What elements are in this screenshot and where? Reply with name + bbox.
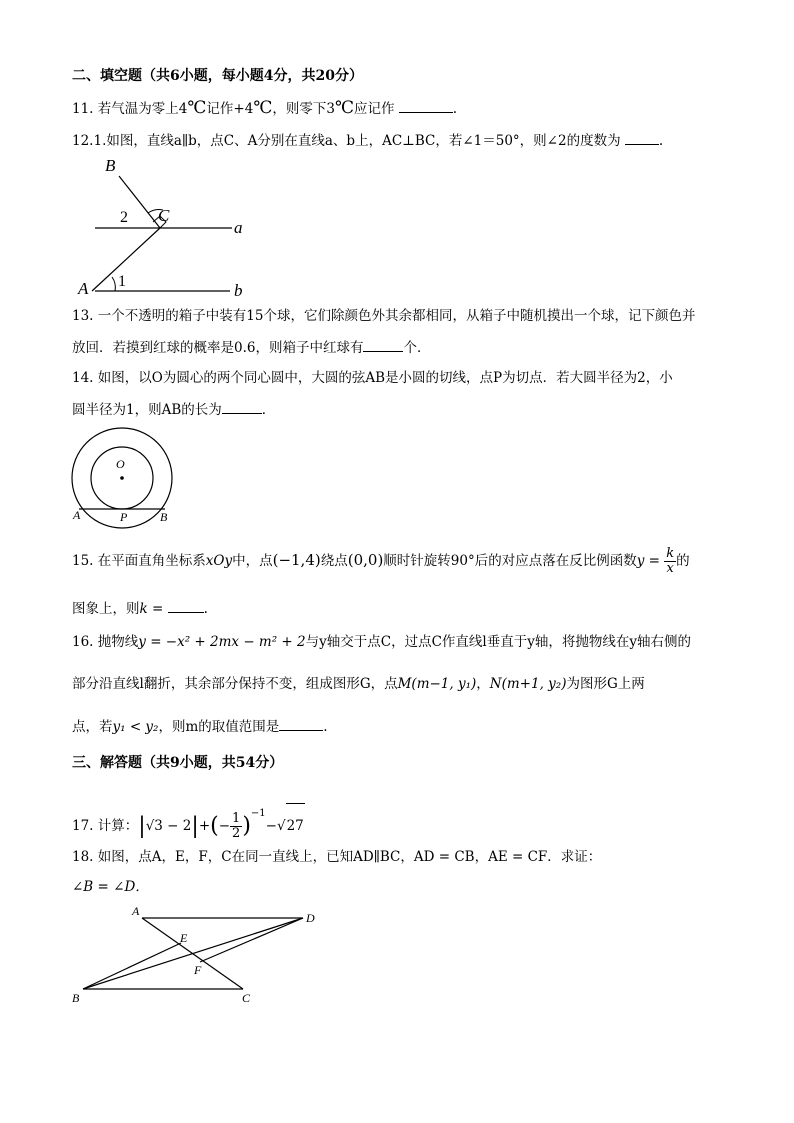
question-16-line-1: 16. 抛物线y = −x² + 2mx − m² + 2与y轴交于点C，过点C作直线l垂直于y轴，将抛物线在y轴右侧的 [72, 634, 691, 650]
question-18-line-1: 18. 如图，点A，E，F，C在同一直线上，已知AD∥BC，AD = CB，AE = CF．求证： [72, 849, 602, 865]
answer-blank[interactable] [363, 337, 403, 352]
question-11: 11. 若气温为零上4℃记作+4℃，则零下3℃应记作 . [72, 98, 458, 118]
q12-figure-parallel-lines [70, 150, 260, 302]
question-16-line-3: 点，若y₁ < y₂，则m的取值范围是 . [72, 716, 328, 737]
q14-figure-concentric-circles [64, 432, 184, 528]
answer-blank[interactable] [168, 598, 204, 613]
section-2-title: 二、填空题（共6小题，每小题4分，共20分） [72, 68, 363, 84]
question-14-line-1: 14. 如图，以O为圆心的两个同心圆中，大圆的弦AB是小圆的切线，点P为切点．若大圆半径为2，小 [72, 370, 673, 386]
answer-blank[interactable] [625, 130, 659, 145]
fraction-k-over-x: $\frac{k}{x}$ [666, 546, 675, 576]
question-17: 17. 计算：|√3 − 2|+(− $\frac{1}{2}$ )$^{-1}$−√27 [72, 792, 305, 836]
label-a: a [234, 218, 243, 237]
label-B: B [105, 156, 116, 175]
q18-figure-parallelogram [66, 902, 326, 1010]
question-14-line-2: 圆半径为1，则AB的长为 ． [72, 399, 275, 420]
answer-blank[interactable] [399, 98, 453, 113]
label-C: C [242, 991, 251, 1005]
question-13-line-2: 放回．若摸到红球的概率是0.6，则箱子中红球有 个． [72, 337, 430, 358]
label-D: D [306, 911, 315, 925]
question-18-line-2: ∠B = ∠D． [72, 879, 149, 895]
question-13-line-1: 13. 一个不透明的箱子中装有15个球，它们除颜色外其余都相同，从箱子中随机摸出一个球，记下颜色并 [72, 308, 696, 324]
label-A: A [73, 508, 81, 522]
label-B: B [72, 991, 80, 1005]
label-F: F [194, 963, 202, 977]
question-15-line-2: 图象上，则k = . [72, 598, 208, 619]
fraction-one-half: $\frac{1}{2}$ [232, 811, 241, 841]
label-A: A [78, 279, 89, 298]
question-16-line-2: 部分沿直线l翻折，其余部分保持不变，组成图形G，点M(m−1, y₁)，N(m+1, y₂)为图形G上两 [72, 676, 645, 692]
label-C: C [158, 206, 170, 225]
label-b: b [234, 281, 243, 300]
section-3-title: 三、解答题（共9小题，共54分） [72, 755, 284, 771]
angle-1-label: 1 [118, 273, 126, 290]
label-P: P [120, 510, 128, 524]
angle-2-label: 2 [120, 209, 128, 226]
label-B: B [160, 510, 168, 524]
answer-blank[interactable] [279, 716, 323, 731]
answer-blank[interactable] [222, 399, 262, 414]
label-E: E [180, 931, 188, 945]
label-A: A [132, 904, 140, 918]
question-12: 12.1.如图，直线a∥b，点C、A分别在直线a、b上，AC⊥BC，若∠1＝50°，则∠2的度数为 . [72, 130, 663, 151]
question-15-line-1: 15. 在平面直角坐标系xOy中，点(−1,4)绕点(0,0)顺时针旋转90°后的对应点落在反比例函数y = $\frac{k}{x}$ 的 [72, 546, 690, 576]
label-O: O [116, 457, 125, 471]
